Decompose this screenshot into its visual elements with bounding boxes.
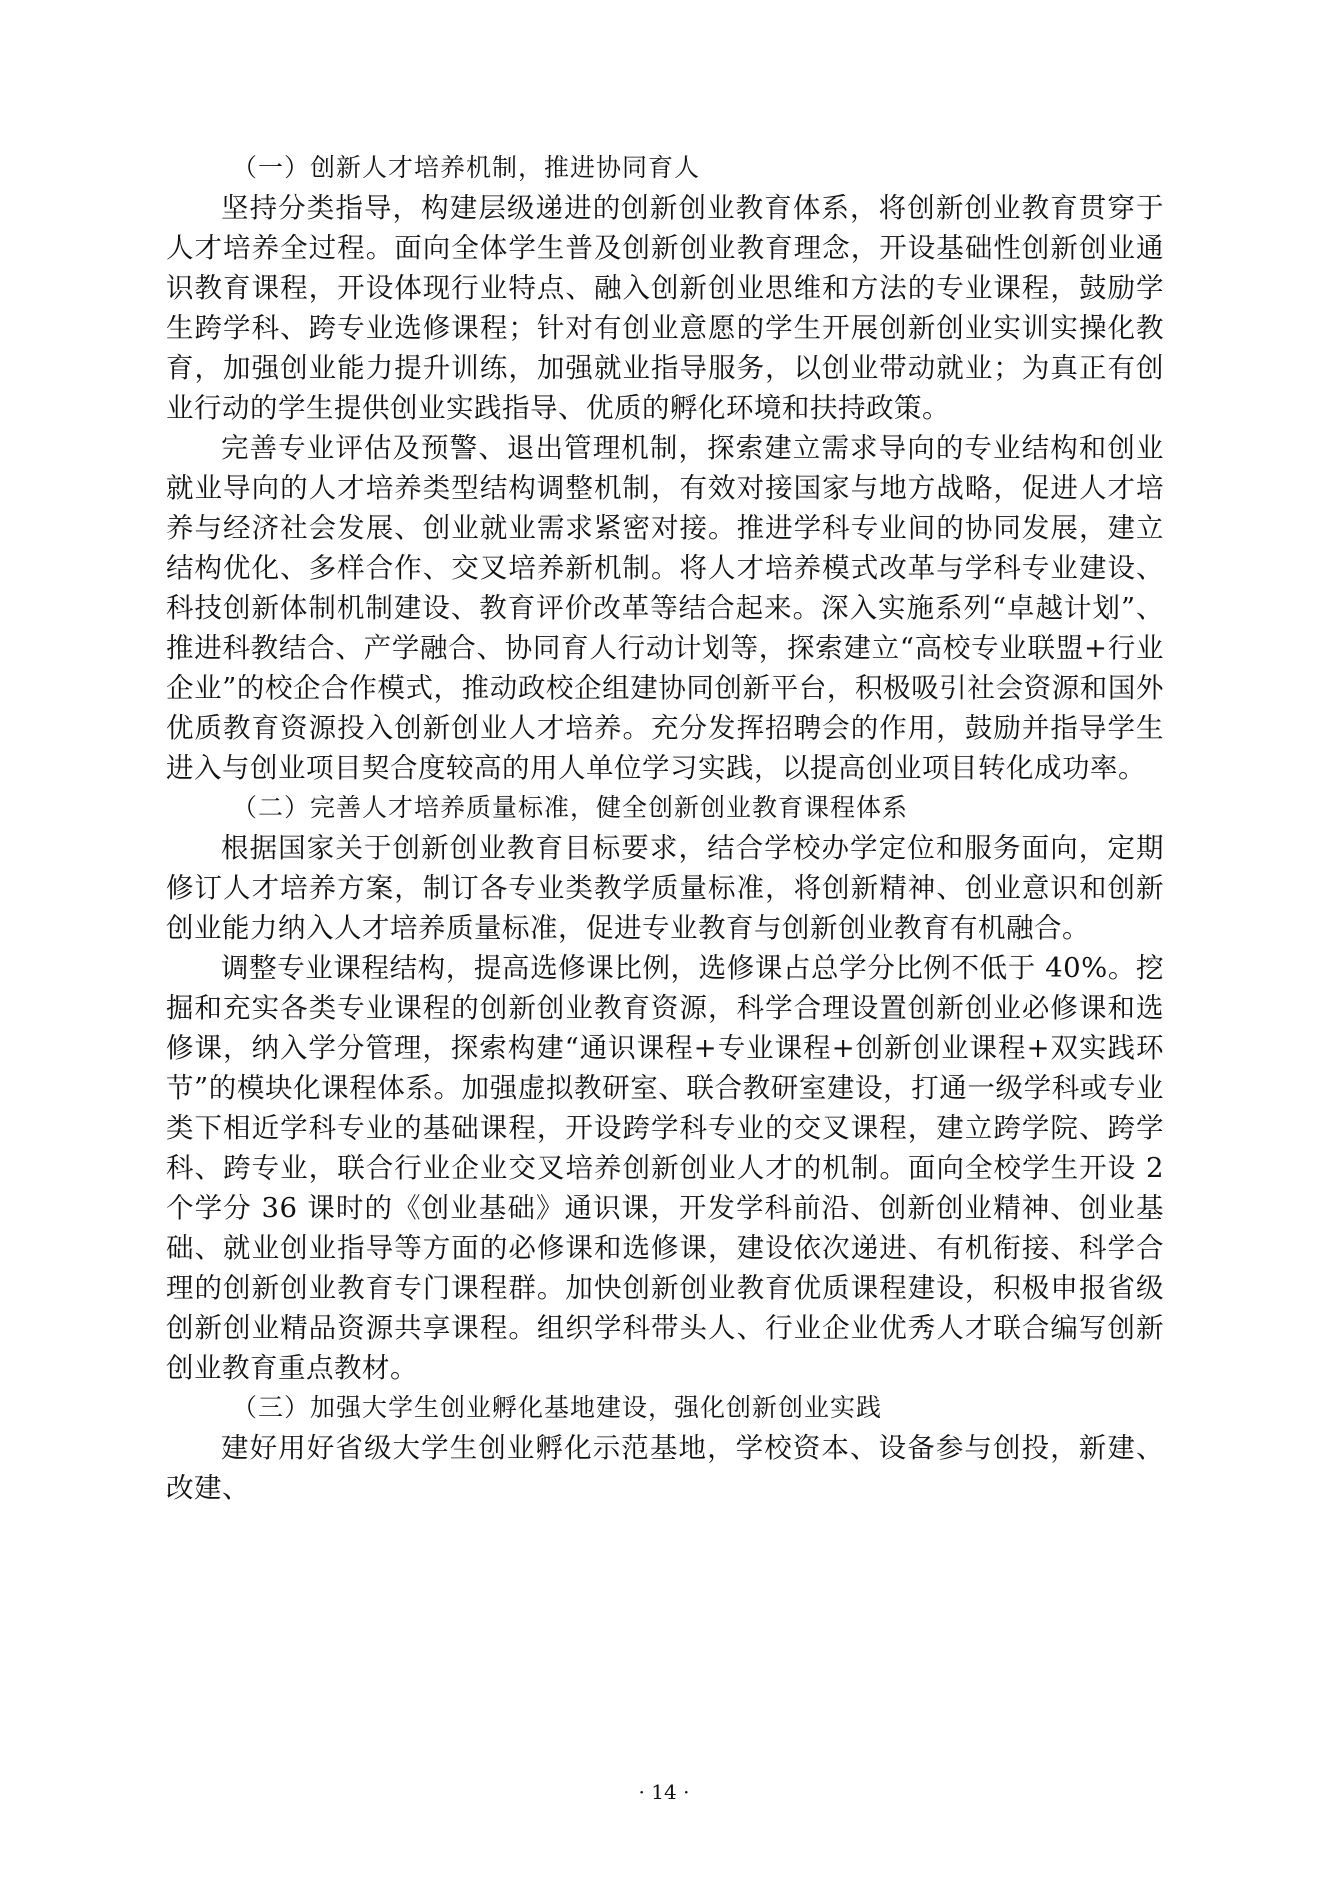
paragraph-1-2: 完善专业评估及预警、退出管理机制，探索建立需求导向的专业结构和创业就业导向的人才培养类型结构调整机制，有效对接国家与地方战略，促进人才培养与经济社会发展、创业就业需求紧密对接。推进学科专业间的协同发展，建立结构优化、多样合作、交叉培养新机制。将人才培养模式改革与学科专业建设、科技创新体制机制建设、教育评价改革等结合起来。深入实施系列“卓越计划”、推进科教结合、产学融合、协同育人行动计划等，探索建立“高校专业联盟+行业企业”的校企合作模式，推动政校企组建协同创新平台，积极吸引社会资源和国外优质教育资源投入创新创业人才培养。充分发挥招聘会的作用，鼓励并指导学生进入与创业项目契合度较高的用人单位学习实践，以提高创业项目转化成功率。 [166, 432, 1164, 784]
paragraph-2-2: 调整专业课程结构，提高选修课比例，选修课占总学分比例不低于 40%。挖掘和充实各类专业课程的创新创业教育资源，科学合理设置创新创业必修课和选修课，纳入学分管理，探索构建“通识课程+专业课程+创新创业课程+双实践环节”的模块化课程体系。加强虚拟教研室、联合教研室建设，打通一级学科或专业类下相近学科专业的基础课程，开设跨学科专业的交叉课程，建立跨学院、跨学科、跨专业，联合行业企业交叉培养创新创业人才的机制。面向全校学生开设 2 个学分 36 课时的《创业基础》通识课，开发学科前沿、创新创业精神、创业基础、就业创业指导等方面的必修课和选修课，建设依次递进、有机衔接、科学合理的创新创业教育专门课程群。加快创新创业教育优质课程建设，积极申报省级创新创业精品资源共享课程。组织学科带头人、行业企业优秀人才联合编写创新创业教育重点教材。 [166, 952, 1164, 1384]
section-heading-2: （二）完善人才培养质量标准，健全创新创业教育课程体系 [232, 793, 909, 822]
paragraph-3-1: 建好用好省级大学生创业孵化示范基地，学校资本、设备参与创投，新建、改建、 [166, 1432, 1164, 1504]
document-body [166, 148, 1164, 1508]
paragraph-2-1: 根据国家关于创新创业教育目标要求，结合学校办学定位和服务面向，定期修订人才培养方案，制订各专业类教学质量标准，将创新精神、创业意识和创新创业能力纳入人才培养质量标准，促进专业教育与创新创业教育有机融合。 [166, 832, 1164, 944]
section-heading-3: （三）加强大学生创业孵化基地建设，强化创新创业实践 [232, 1393, 883, 1422]
section-heading-1: （一）创新人才培养机制，推进协同育人 [232, 153, 701, 182]
page-number: · 14 · [638, 1780, 690, 1804]
paragraph-1-1: 坚持分类指导，构建层级递进的创新创业教育体系，将创新创业教育贯穿于人才培养全过程。面向全体学生普及创新创业教育理念，开设基础性创新创业通识教育课程，开设体现行业特点、融入创新创业思维和方法的专业课程，鼓励学生跨学科、跨专业选修课程；针对有创业意愿的学生开展创新创业实训实操化教育，加强创业能力提升训练，加强就业指导服务，以创业带动就业；为真正有创业行动的学生提供创业实践指导、优质的孵化环境和扶持政策。 [166, 192, 1164, 424]
